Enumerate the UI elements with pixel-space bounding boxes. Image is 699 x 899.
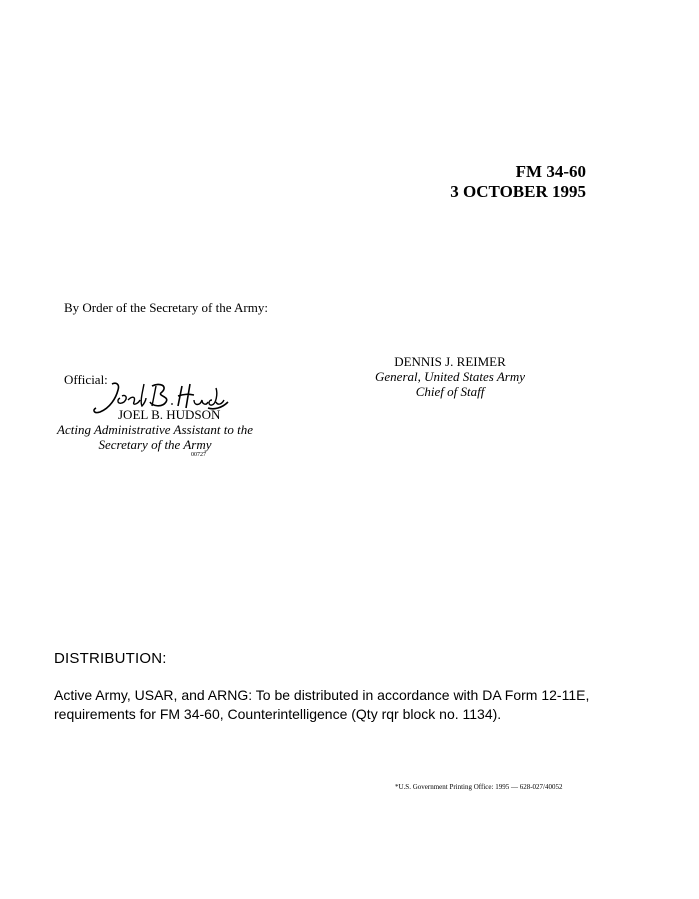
signer-name: DENNIS J. REIMER xyxy=(394,354,506,369)
signer-rank: General, United States Army xyxy=(375,369,525,384)
document-header xyxy=(450,162,586,202)
signer-role: Chief of Staff xyxy=(415,384,485,399)
official-name: JOEL B. HUDSON xyxy=(118,407,221,422)
printing-office-note: *U.S. Government Printing Office: 1995 — 628-027/40052 xyxy=(395,783,563,791)
distribution-text xyxy=(54,686,614,724)
authority-line: By Order of the Secretary of the Army: xyxy=(64,300,268,315)
official-title-line2: Secretary of the Army xyxy=(98,437,212,452)
manual-number: FM 34-60 xyxy=(515,162,586,181)
distribution-line1: Active Army, USAR, and ARNG: To be distributed in accordance with DA Form 12-11E, xyxy=(54,687,590,703)
publication-date: 3 OCTOBER 1995 xyxy=(450,182,586,201)
signer-block xyxy=(340,354,560,399)
distribution-line2: requirements for FM 34-60, Counterintelligence (Qty rqr block no. 1134). xyxy=(54,706,502,722)
distribution-heading: DISTRIBUTION: xyxy=(54,650,167,667)
official-label: Official: xyxy=(64,372,108,387)
official-code: 00727 xyxy=(191,452,206,458)
official-title xyxy=(40,422,270,452)
official-title-line1: Acting Administrative Assistant to the xyxy=(57,422,253,437)
